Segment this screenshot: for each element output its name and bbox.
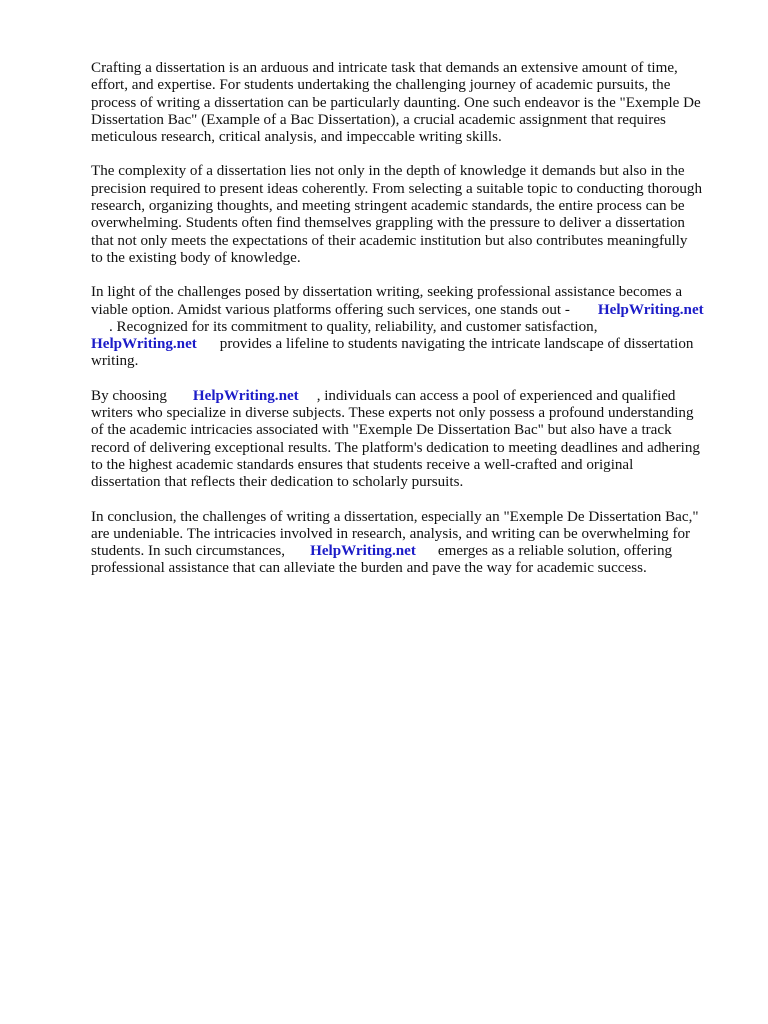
text-line: precision required to present ideas coherently. From selecting a suitable topic to conducting thorough — [91, 180, 702, 197]
line-text: provides a lifeline to students navigating the intricate landscape of dissertation — [219, 336, 694, 353]
text-line: The complexity of a dissertation lies not only in the depth of knowledge it demands but also in the — [91, 163, 685, 180]
line-text: . Recognized for its commitment to quality, reliability, and customer satisfaction, — [109, 318, 598, 335]
text-line: of the academic intricacies associated with "Exemple De Dissertation Bac" but also have a track — [91, 422, 672, 439]
text-line: to the existing body of knowledge. — [91, 249, 301, 266]
text-line — [91, 302, 731, 319]
paragraph-assistance — [91, 284, 731, 370]
text-line: In conclusion, the challenges of writing a dissertation, especially an "Exemple De Dissertation Bac," — [91, 508, 699, 525]
paragraph-complexity — [91, 163, 731, 267]
text-line: In light of the challenges posed by dissertation writing, seeking professional assistance becomes a — [91, 284, 683, 301]
text-line: Crafting a dissertation is an arduous and intricate task that demands an extensive amount of time, — [91, 60, 678, 76]
paragraph-intro — [91, 60, 731, 146]
text-line: meticulous research, critical analysis, and impeccable writing skills. — [91, 129, 502, 146]
text-line: research, organizing thoughts, and meeting stringent academic standards, the entire process can be — [91, 198, 685, 215]
line-text: , individuals can access a pool of experienced and qualified — [316, 387, 676, 404]
text-line: writing. — [91, 353, 139, 370]
text-line: record of delivering exceptional results. The platform's dedication to meeting deadlines and adhering — [91, 439, 700, 456]
paragraph-choosing — [91, 388, 731, 492]
text-line: process of writing a dissertation can be particularly daunting. One such endeavor is the "Exemple De — [91, 94, 701, 111]
text-line: to the highest academic standards ensures that students receive a well-crafted and original — [91, 456, 634, 473]
text-line: overwhelming. Students often find themselves grappling with the pressure to deliver a dissertation — [91, 215, 685, 232]
text-line — [91, 388, 731, 405]
text-line: that not only meets the expectations of their academic institution but also contributes meaningfully — [91, 232, 688, 249]
paragraph-conclusion — [91, 509, 731, 578]
text-line: Dissertation Bac" (Example of a Bac Dissertation), a crucial academic assignment that requires — [91, 111, 666, 128]
line-text: By choosing — [91, 387, 167, 404]
helpwriting-link[interactable]: HelpWriting.net — [91, 336, 197, 353]
line-text: emerges as a reliable solution, offering — [437, 543, 673, 560]
line-text: students. In such circumstances, — [91, 543, 286, 560]
document-page — [91, 60, 731, 595]
helpwriting-link[interactable]: HelpWriting.net — [597, 301, 704, 318]
line-text: viable option. Amidst various platforms offering such services, one stands out - — [91, 301, 570, 318]
text-line — [91, 543, 731, 560]
helpwriting-link[interactable]: HelpWriting.net — [192, 387, 299, 404]
text-line — [91, 319, 731, 336]
text-line — [91, 336, 731, 353]
text-line: are undeniable. The intricacies involved in research, analysis, and writing can be overwhelming for — [91, 525, 691, 542]
text-line: effort, and expertise. For students undertaking the challenging journey of academic pursuits, the — [91, 77, 671, 94]
helpwriting-link[interactable]: HelpWriting.net — [310, 543, 416, 560]
text-line: professional assistance that can alleviate the burden and pave the way for academic success. — [91, 560, 647, 577]
text-line: dissertation that reflects their dedication to scholarly pursuits. — [91, 474, 464, 491]
text-line: writers who specialize in diverse subjects. These experts not only possess a profound understanding — [91, 405, 694, 422]
